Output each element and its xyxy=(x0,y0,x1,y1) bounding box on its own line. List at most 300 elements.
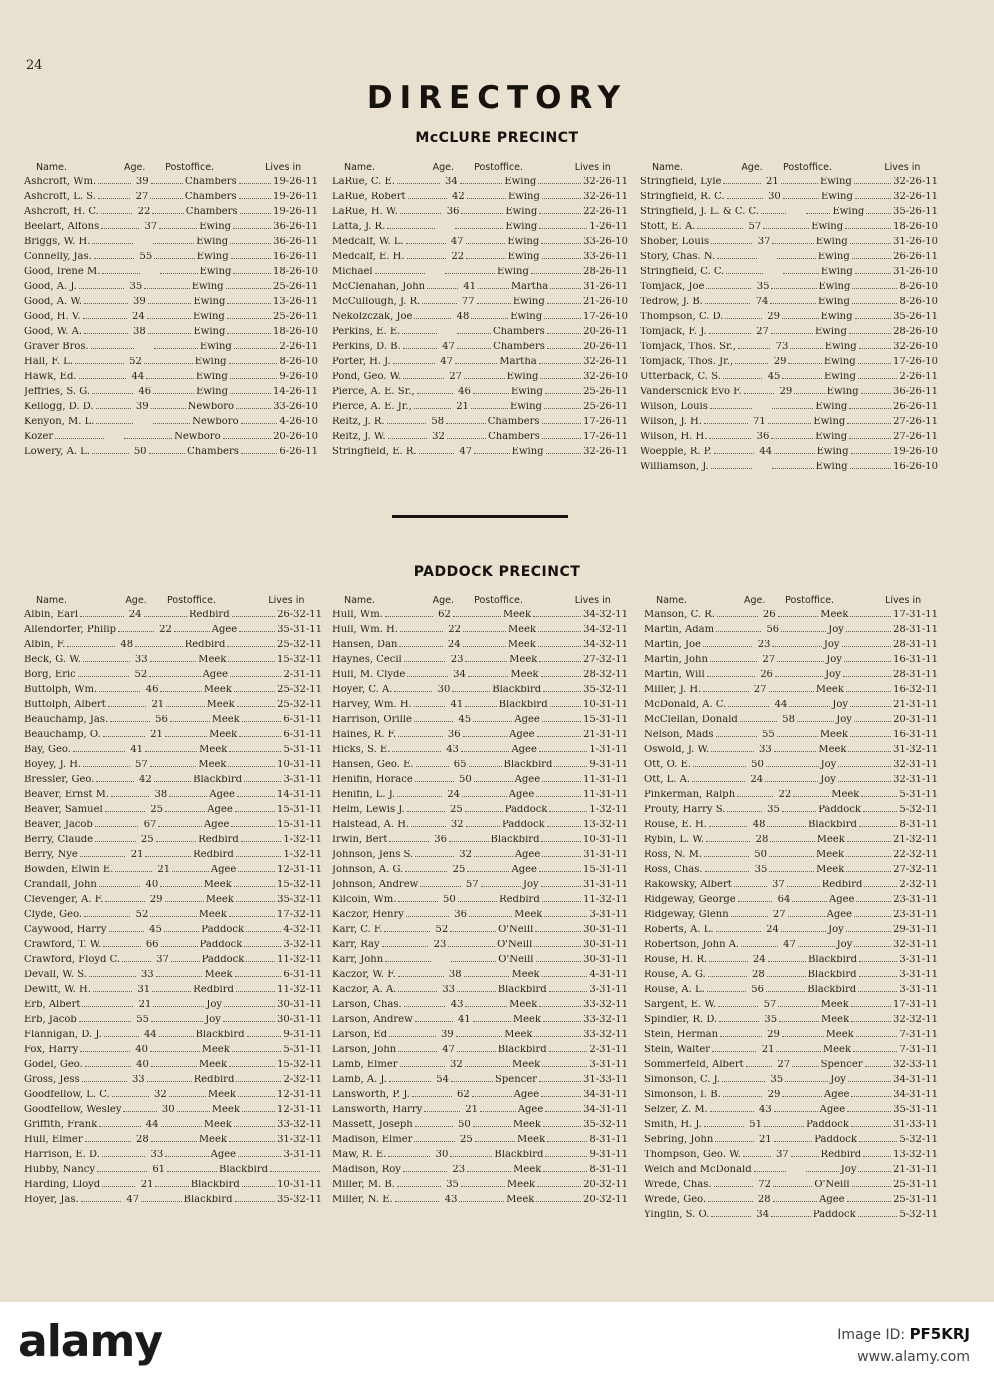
leader-dots xyxy=(854,916,891,917)
resident-lives-in: 18-26-10 xyxy=(273,327,318,337)
directory-row xyxy=(332,955,628,970)
resident-age: 21 xyxy=(759,1135,772,1145)
leader-dots xyxy=(788,363,821,364)
resident-lives-in: 35-32-11 xyxy=(583,685,628,695)
directory-row xyxy=(24,207,318,222)
resident-name: Utterback, C. S. xyxy=(640,372,721,382)
leader-dots xyxy=(406,243,446,244)
resident-age: 32 xyxy=(432,432,445,442)
resident-name: Porter, H. J. xyxy=(332,357,391,367)
directory-row xyxy=(332,895,628,910)
resident-age: 29 xyxy=(773,357,787,367)
leader-dots xyxy=(549,811,587,812)
leader-dots xyxy=(151,408,186,409)
leader-dots xyxy=(160,886,201,887)
resident-name: Wilson, Louis xyxy=(640,402,708,412)
leader-dots xyxy=(539,213,581,214)
leader-dots xyxy=(539,228,587,229)
leader-dots xyxy=(172,871,209,872)
resident-name: Ott, O. E. xyxy=(644,760,692,770)
directory-row xyxy=(332,910,628,925)
resident-lives-in: 32-31-11 xyxy=(893,775,938,785)
leader-dots xyxy=(446,423,486,424)
resident-postoffice: Paddock xyxy=(814,1135,857,1145)
directory-row xyxy=(644,640,938,655)
resident-age: 56 xyxy=(766,625,780,635)
resident-name: Hull, M. Clyde xyxy=(332,670,406,680)
leader-dots xyxy=(846,691,891,692)
directory-row xyxy=(640,282,938,297)
leader-dots xyxy=(135,646,183,647)
resident-lives-in: 15-32-11 xyxy=(277,1060,322,1070)
directory-row xyxy=(640,297,938,312)
resident-age: 32 xyxy=(450,1060,463,1070)
resident-postoffice: Ewing xyxy=(815,432,848,442)
resident-lives-in: 6-31-11 xyxy=(283,730,322,740)
resident-name: Crawford, Floyd C. xyxy=(24,955,121,965)
leader-dots xyxy=(542,198,581,199)
resident-age: 64 xyxy=(777,895,791,905)
leader-dots xyxy=(153,393,194,394)
resident-lives-in: 9-26-10 xyxy=(279,372,318,382)
resident-age: 36 xyxy=(454,910,468,920)
resident-age: 41 xyxy=(130,745,144,755)
resident-name: Woepple, R. P. xyxy=(640,447,712,457)
paddock-column xyxy=(24,596,322,1210)
leader-dots xyxy=(403,378,444,379)
leader-dots xyxy=(453,616,501,617)
resident-lives-in: 16-31-11 xyxy=(893,730,938,740)
resident-lives-in: 21-31-11 xyxy=(893,700,938,710)
resident-postoffice: Ewing xyxy=(192,312,225,322)
directory-row xyxy=(24,1060,322,1075)
resident-age: 23 xyxy=(452,1165,466,1175)
leader-dots xyxy=(466,243,506,244)
resident-postoffice: Chambers xyxy=(187,447,239,457)
leader-dots xyxy=(782,811,816,812)
resident-lives-in: 15-31-11 xyxy=(277,805,322,815)
resident-lives-in: 31-31-11 xyxy=(583,850,628,860)
leader-dots xyxy=(850,243,891,244)
leader-dots xyxy=(471,318,508,319)
resident-age: 27 xyxy=(753,685,767,695)
resident-age: 33 xyxy=(442,985,456,995)
leader-dots xyxy=(792,901,827,902)
leader-dots xyxy=(93,991,132,992)
resident-postoffice: Blackbird xyxy=(183,1195,233,1205)
header-name: Name. xyxy=(656,595,688,606)
leader-dots xyxy=(717,616,758,617)
leader-dots xyxy=(850,706,891,707)
resident-postoffice: Joy xyxy=(825,670,841,680)
resident-age: 38 xyxy=(154,790,168,800)
resident-postoffice: Agee xyxy=(509,730,535,740)
resident-age: 72 xyxy=(758,1180,771,1190)
directory-row xyxy=(644,1165,938,1180)
leader-dots xyxy=(782,378,822,379)
resident-name: Simonson, I. B. xyxy=(644,1090,721,1100)
resident-name: Tomjack, Thos. Jr., xyxy=(640,357,734,367)
resident-lives-in: 26-32-11 xyxy=(277,610,322,620)
leader-dots xyxy=(388,1156,430,1157)
resident-name: Devall, W. S. xyxy=(24,970,87,980)
resident-name: Halstead, A. H. xyxy=(332,820,410,830)
leader-dots xyxy=(541,841,581,842)
resident-age: 47 xyxy=(440,357,453,367)
resident-lives-in: 25-31-11 xyxy=(893,1180,938,1190)
resident-lives-in: 25-32-11 xyxy=(277,700,322,710)
header-postoffice: Postoffice. xyxy=(474,595,524,606)
leader-dots xyxy=(782,318,819,319)
resident-name: Bowden, Elwin E. xyxy=(24,865,114,875)
leader-dots xyxy=(227,646,275,647)
resident-postoffice: Agee xyxy=(826,910,853,920)
leader-dots xyxy=(455,363,497,364)
leader-dots xyxy=(415,781,454,782)
leader-dots xyxy=(856,1036,898,1037)
leader-dots xyxy=(457,333,491,334)
resident-name: Larson, Andrew xyxy=(332,1015,413,1025)
resident-postoffice: Meek xyxy=(831,790,860,800)
leader-dots xyxy=(478,288,509,289)
leader-dots xyxy=(711,751,754,752)
resident-lives-in: 16-32-11 xyxy=(893,685,938,695)
resident-postoffice: Joy xyxy=(828,925,844,935)
leader-dots xyxy=(710,1111,754,1112)
resident-name: Larson, Chas. xyxy=(332,1000,402,1010)
resident-postoffice: Ewing xyxy=(815,462,848,472)
leader-dots xyxy=(422,303,456,304)
leader-dots xyxy=(547,348,581,349)
leader-dots xyxy=(472,1096,512,1097)
leader-dots xyxy=(424,1111,460,1112)
directory-row xyxy=(644,835,938,850)
resident-age: 52 xyxy=(134,670,148,680)
resident-age: 26 xyxy=(762,610,776,620)
resident-lives-in: 31-26-10 xyxy=(893,267,938,277)
resident-age: 43 xyxy=(446,745,459,755)
resident-name: Sommerfeld, Albert xyxy=(644,1060,744,1070)
resident-age: 21 xyxy=(150,730,163,740)
leader-dots xyxy=(154,258,194,259)
resident-postoffice: Ewing xyxy=(191,282,224,292)
resident-name: Beaver, Jacob xyxy=(24,820,93,830)
directory-row xyxy=(24,327,318,342)
leader-dots xyxy=(768,961,806,962)
resident-name: Fox, Harry xyxy=(24,1045,79,1055)
leader-dots xyxy=(170,721,210,722)
resident-name: Stringfield, E. R. xyxy=(332,447,417,457)
resident-postoffice: Blackbird xyxy=(807,820,857,830)
leader-dots xyxy=(85,1141,131,1142)
resident-lives-in: 33-26-10 xyxy=(273,402,318,412)
leader-dots xyxy=(84,333,128,334)
leader-dots xyxy=(767,976,806,977)
leader-dots xyxy=(853,1051,897,1052)
resident-age: 34 xyxy=(453,670,466,680)
leader-dots xyxy=(744,393,774,394)
resident-postoffice: Redbird xyxy=(499,895,540,905)
resident-lives-in: 23-31-11 xyxy=(893,910,938,920)
leader-dots xyxy=(848,1081,891,1082)
resident-postoffice: Paddock xyxy=(806,1120,849,1130)
leader-dots xyxy=(73,751,125,752)
resident-postoffice: Joy xyxy=(836,715,852,725)
directory-row xyxy=(24,670,322,685)
resident-lives-in: 30-31-11 xyxy=(583,940,628,950)
directory-row xyxy=(644,790,938,805)
resident-lives-in: 25-31-11 xyxy=(893,1195,938,1205)
resident-postoffice: Redbird xyxy=(821,880,863,890)
directory-row xyxy=(24,790,322,805)
resident-lives-in: 2-31-11 xyxy=(283,670,322,680)
leader-dots xyxy=(104,1036,139,1037)
resident-age: 25 xyxy=(452,865,466,875)
directory-row xyxy=(332,745,628,760)
leader-dots xyxy=(711,1216,751,1217)
resident-name: Ashcroft, H. C. xyxy=(24,207,99,217)
leader-dots xyxy=(457,348,491,349)
resident-lives-in: 19-26-11 xyxy=(273,207,318,217)
directory-row xyxy=(24,267,318,282)
image-url: www.alamy.com xyxy=(857,1349,970,1366)
resident-name: Harding, Lloyd xyxy=(24,1180,101,1190)
resident-postoffice: Blackbird xyxy=(195,1030,245,1040)
resident-postoffice: Ewing xyxy=(511,447,544,457)
resident-postoffice: Ewing xyxy=(512,297,545,307)
leader-dots xyxy=(465,1066,510,1067)
leader-dots xyxy=(395,1201,440,1202)
leader-dots xyxy=(158,826,202,827)
leader-dots xyxy=(223,1021,275,1022)
resident-age: 67 xyxy=(143,820,157,830)
resident-age: 48 xyxy=(120,640,134,650)
leader-dots xyxy=(156,976,203,977)
resident-postoffice: Ewing xyxy=(820,312,853,322)
leader-dots xyxy=(716,736,757,737)
leader-dots xyxy=(855,318,892,319)
directory-row xyxy=(332,192,628,207)
directory-row xyxy=(332,730,628,745)
resident-postoffice: Blackbird xyxy=(193,775,243,785)
leader-dots xyxy=(83,661,130,662)
directory-row xyxy=(644,685,938,700)
resident-age: 38 xyxy=(448,970,462,980)
resident-lives-in: 12-31-11 xyxy=(277,865,322,875)
leader-dots xyxy=(469,766,502,767)
resident-age: 38 xyxy=(133,327,146,337)
directory-row xyxy=(644,1135,938,1150)
resident-lives-in: 15-32-11 xyxy=(277,655,322,665)
resident-lives-in: 25-26-11 xyxy=(273,282,318,292)
leader-dots xyxy=(400,1066,445,1067)
resident-age: 57 xyxy=(134,760,148,770)
resident-lives-in: 7-31-11 xyxy=(899,1045,938,1055)
resident-age: 24 xyxy=(750,775,764,785)
leader-dots xyxy=(150,198,182,199)
resident-age: 41 xyxy=(450,700,464,710)
resident-name: Martin, Joe xyxy=(644,640,701,650)
leader-dots xyxy=(859,976,898,977)
leader-dots xyxy=(711,468,752,469)
leader-dots xyxy=(709,826,748,827)
resident-postoffice: Meek xyxy=(198,760,227,770)
leader-dots xyxy=(80,616,123,617)
leader-dots xyxy=(415,856,454,857)
resident-postoffice: Joy xyxy=(828,625,844,635)
directory-row xyxy=(24,1000,322,1015)
leader-dots xyxy=(445,273,495,274)
leader-dots xyxy=(165,736,207,737)
resident-name: Karr, John xyxy=(332,955,384,965)
leader-dots xyxy=(166,706,204,707)
resident-age: 22 xyxy=(778,790,792,800)
column-header xyxy=(644,596,938,610)
resident-lives-in: 20-31-11 xyxy=(893,715,938,725)
directory-row xyxy=(24,357,318,372)
resident-lives-in: 33-32-11 xyxy=(583,1030,628,1040)
resident-age: 21 xyxy=(140,1180,154,1190)
leader-dots xyxy=(851,1096,891,1097)
leader-dots xyxy=(96,423,133,424)
leader-dots xyxy=(734,886,767,887)
leader-dots xyxy=(471,408,508,409)
resident-name: Ott, L. A. xyxy=(644,775,690,785)
resident-name: Boyey, J. H. xyxy=(24,760,82,770)
resident-name: Kaczor, A. A. xyxy=(332,985,397,995)
leader-dots xyxy=(846,871,891,872)
resident-lives-in: 35-26-11 xyxy=(893,207,938,217)
leader-dots xyxy=(223,438,271,439)
leader-dots xyxy=(852,288,897,289)
leader-dots xyxy=(864,886,897,887)
resident-postoffice: Meek xyxy=(819,730,848,740)
resident-postoffice: Ewing xyxy=(506,372,539,382)
directory-row xyxy=(640,267,938,282)
leader-dots xyxy=(241,423,278,424)
leader-dots xyxy=(147,318,191,319)
resident-age: 29 xyxy=(779,387,793,397)
leader-dots xyxy=(174,631,210,632)
leader-dots xyxy=(150,1051,200,1052)
leader-dots xyxy=(773,1186,812,1187)
alamy-logo: alamy xyxy=(18,1316,162,1367)
resident-postoffice: Paddock xyxy=(501,820,545,830)
resident-lives-in: 6-26-11 xyxy=(279,447,318,457)
resident-postoffice: Ewing xyxy=(507,252,540,262)
resident-name: Larson, Ed xyxy=(332,1030,388,1040)
leader-dots xyxy=(542,901,581,902)
directory-row xyxy=(24,925,322,940)
resident-lives-in: 26-26-11 xyxy=(893,402,938,412)
directory-row xyxy=(644,760,938,775)
directory-row xyxy=(24,372,318,387)
leader-dots xyxy=(859,826,898,827)
leader-dots xyxy=(398,736,442,737)
resident-lives-in: 33-26-11 xyxy=(583,252,628,262)
resident-name: Hansen, Geo. E. xyxy=(332,760,414,770)
leader-dots xyxy=(536,1201,581,1202)
resident-age: 24 xyxy=(128,610,142,620)
leader-dots xyxy=(766,766,819,767)
directory-row xyxy=(332,805,628,820)
directory-row xyxy=(24,940,322,955)
resident-lives-in: 32-26-11 xyxy=(583,192,628,202)
leader-dots xyxy=(705,303,751,304)
resident-postoffice: Spencer xyxy=(495,1075,537,1085)
directory-row xyxy=(332,985,628,1000)
resident-lives-in: 5-32-11 xyxy=(899,1210,938,1220)
resident-name: Yinglin, S. O. xyxy=(644,1210,710,1220)
leader-dots xyxy=(539,363,581,364)
resident-name: Good, W. A. xyxy=(24,327,83,337)
leader-dots xyxy=(67,646,115,647)
leader-dots xyxy=(82,1006,133,1007)
resident-age: 28 xyxy=(757,1195,771,1205)
directory-row xyxy=(24,700,322,715)
resident-lives-in: 21-31-11 xyxy=(583,730,628,740)
directory-row xyxy=(24,895,322,910)
resident-age: 34 xyxy=(756,1210,770,1220)
directory-row xyxy=(24,177,318,192)
leader-dots xyxy=(719,1021,759,1022)
leader-dots xyxy=(542,1066,587,1067)
resident-postoffice: Agee xyxy=(508,790,535,800)
leader-dots xyxy=(122,961,151,962)
leader-dots xyxy=(858,363,891,364)
resident-name: Medcalf, W. L. xyxy=(332,237,404,247)
resident-age: 51 xyxy=(749,1120,762,1130)
resident-lives-in: 31-32-11 xyxy=(893,745,938,755)
resident-postoffice: Chambers xyxy=(184,177,237,187)
leader-dots xyxy=(92,453,129,454)
leader-dots xyxy=(407,676,448,677)
resident-age: 46 xyxy=(138,387,152,397)
leader-dots xyxy=(806,1171,839,1172)
resident-name: Sargent, E. W. xyxy=(644,1000,717,1010)
directory-row xyxy=(640,447,938,462)
leader-dots xyxy=(761,213,786,214)
resident-postoffice: Blackbird xyxy=(492,685,542,695)
leader-dots xyxy=(407,258,447,259)
resident-postoffice: O'Neill xyxy=(814,1180,850,1190)
resident-age: 45 xyxy=(767,372,781,382)
resident-age: 40 xyxy=(136,1060,149,1070)
resident-age: 36 xyxy=(434,835,447,845)
resident-name: Wilson, H. H. xyxy=(640,432,708,442)
leader-dots xyxy=(102,1156,145,1157)
leader-dots xyxy=(177,1111,210,1112)
leader-dots xyxy=(474,453,510,454)
resident-lives-in: 5-31-11 xyxy=(283,1045,322,1055)
resident-age: 50 xyxy=(458,1120,471,1130)
directory-row xyxy=(644,1120,938,1135)
resident-postoffice: Meek xyxy=(211,715,240,725)
resident-postoffice: Redbird xyxy=(193,850,234,860)
leader-dots xyxy=(855,273,891,274)
resident-age: 28 xyxy=(755,835,769,845)
resident-name: Reitz, J. W. xyxy=(332,432,386,442)
leader-dots xyxy=(858,378,898,379)
directory-row xyxy=(24,985,322,1000)
resident-postoffice: Meek xyxy=(512,1015,541,1025)
resident-postoffice: Meek xyxy=(201,1045,230,1055)
directory-row xyxy=(644,1075,938,1090)
resident-postoffice: Meek xyxy=(820,1000,849,1010)
resident-name: Miller, N. E. xyxy=(332,1195,393,1205)
leader-dots xyxy=(473,1126,511,1127)
directory-row xyxy=(24,222,318,237)
